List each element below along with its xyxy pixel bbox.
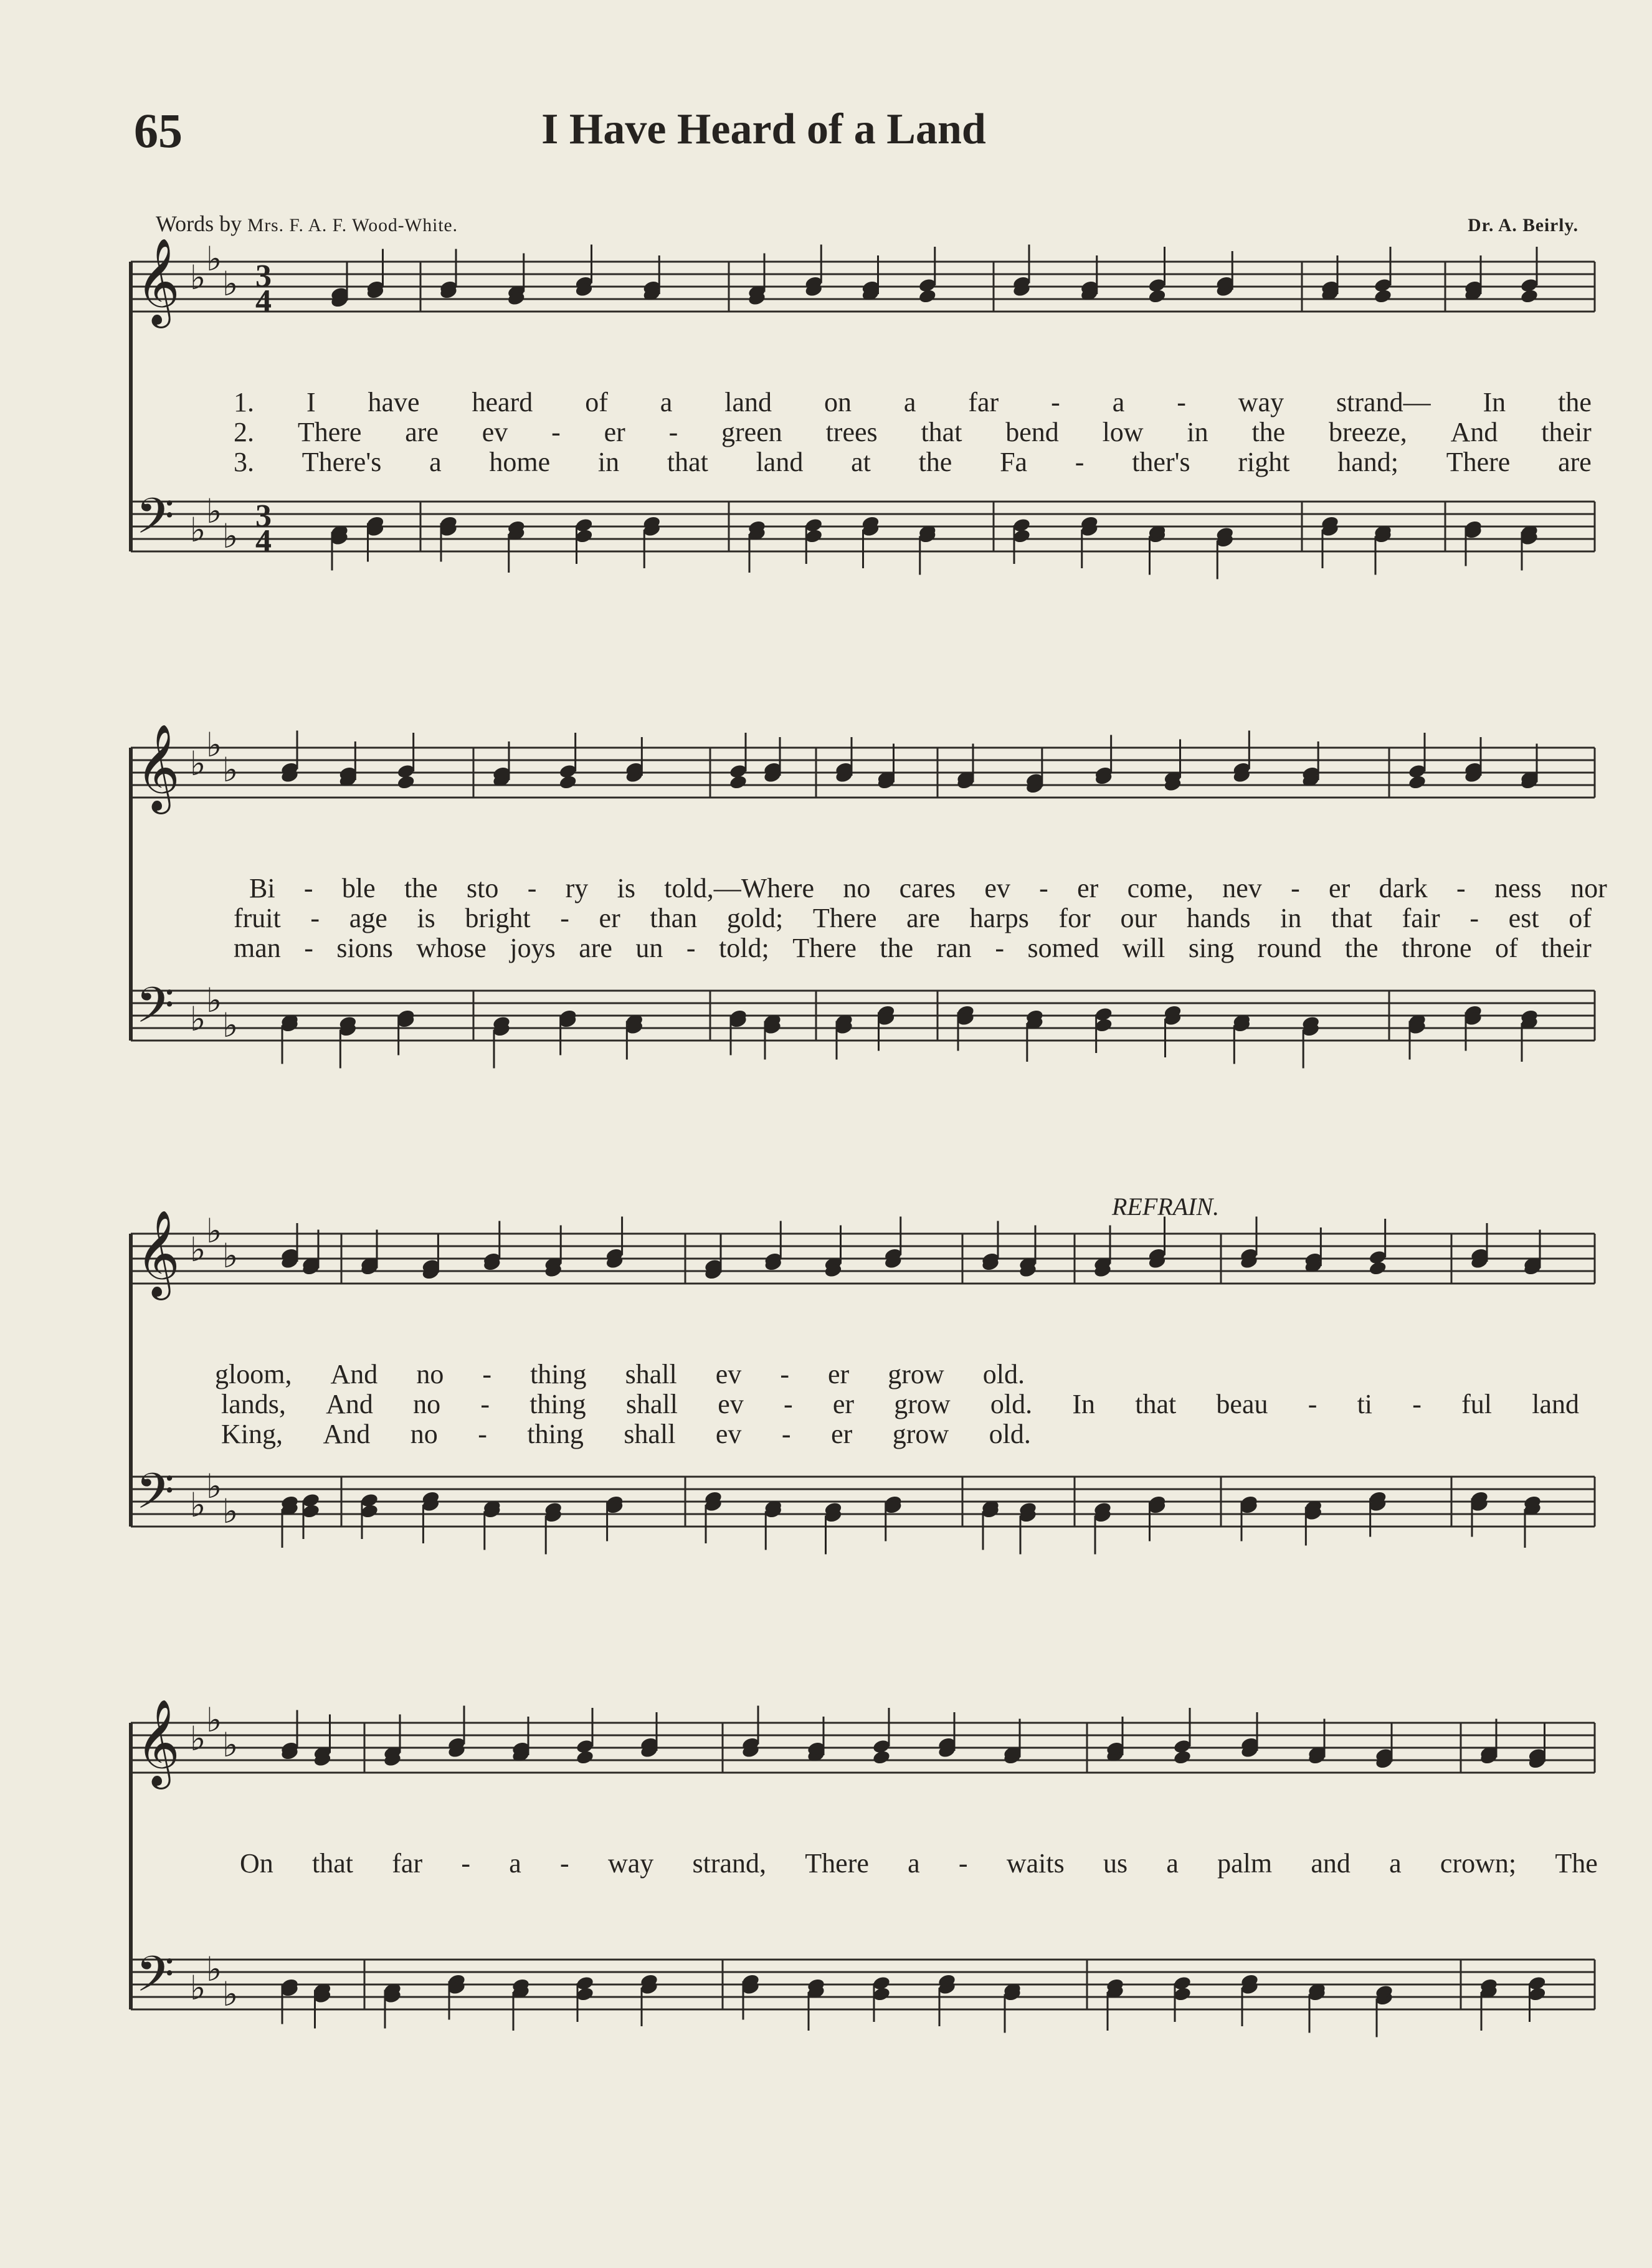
words-author: Mrs. F. A. F. Wood-White. [247, 216, 458, 236]
lyric-syllable: joys [510, 933, 556, 963]
note-head [1368, 1260, 1387, 1277]
time-signature-bottom: 4 [255, 284, 272, 319]
lyric-syllable: - [461, 1848, 471, 1879]
lyric-syllable: come, [1127, 873, 1194, 903]
treble-clef-icon: 𝄞 [136, 238, 180, 325]
lyric-syllable: strand— [1336, 387, 1431, 417]
lyric-syllable: grow [892, 1419, 949, 1449]
lyric-syllable: home [489, 447, 551, 477]
lyric-syllable: nor [1570, 873, 1607, 903]
flat-icon: ♭ [190, 1970, 206, 2007]
flat-icon: ♭ [206, 241, 222, 278]
lyric-syllable: far [968, 387, 999, 417]
lyric-syllable: right [1238, 447, 1290, 477]
lyric-syllable: - [668, 417, 678, 447]
lyric-syllable: - [1051, 387, 1060, 417]
lyric-syllable: land [756, 447, 804, 477]
refrain-label: REFRAIN. [1112, 1193, 1220, 1221]
flat-icon: ♭ [206, 1468, 222, 1505]
lyric-syllable: the [1558, 387, 1592, 417]
lyric-syllable: have [368, 387, 420, 417]
lyric-syllable: - [1291, 873, 1300, 903]
lyric-syllable: their [1541, 417, 1592, 447]
lyric-syllable: There [1446, 447, 1511, 477]
lyric-syllable: shall [624, 1419, 676, 1449]
lyric-syllable: the [918, 447, 952, 477]
lyric-line-s1-v2 [234, 416, 1592, 448]
lyric-syllable: throne [1402, 933, 1472, 963]
lyric-syllable: are [405, 417, 439, 447]
bass-clef-icon: 𝄢 [136, 976, 174, 1046]
lyric-syllable: - [1412, 1389, 1422, 1419]
flat-icon: ♭ [190, 259, 206, 297]
lyric-syllable: age [349, 903, 387, 933]
lyric-syllable: - [560, 1848, 569, 1879]
lyric-syllable: no [416, 1359, 444, 1389]
lyric-syllable: hands [1186, 903, 1251, 933]
lyric-syllable: - [560, 903, 569, 933]
lyric-syllable: ble [341, 873, 376, 903]
lyric-syllable: Bi [249, 873, 275, 903]
note-head [1408, 774, 1427, 791]
lyric-syllable: a [660, 387, 673, 417]
lyric-syllable: cares [899, 873, 956, 903]
lyric-syllable: of [585, 387, 608, 417]
lyric-syllable: strand, [692, 1848, 767, 1879]
lyric-syllable: er [1077, 873, 1099, 903]
lyric-syllable: - [958, 1848, 968, 1879]
lyric-syllable: on [824, 387, 852, 417]
note-head [872, 1750, 891, 1766]
lyric-syllable: are [906, 903, 940, 933]
lyric-syllable: In [1072, 1389, 1095, 1419]
music-author: Dr. A. Beirly. [1468, 216, 1578, 236]
lyric-syllable: no [843, 873, 871, 903]
lyric-syllable: a [1166, 1848, 1179, 1879]
lyric-syllable: - [304, 933, 313, 963]
lyric-syllable: thing [529, 1389, 586, 1419]
lyric-syllable: than [650, 903, 698, 933]
lyric-syllable: - [480, 1389, 490, 1419]
lyric-syllable: bright [465, 903, 531, 933]
lyric-syllable: at [851, 447, 871, 477]
lyric-syllable: palm [1217, 1848, 1273, 1879]
lyric-syllable: will [1122, 933, 1165, 963]
lyric-syllable: ev [718, 1389, 744, 1419]
lyric-syllable: ev [715, 1359, 742, 1389]
lyric-syllable: old. [989, 1419, 1031, 1449]
flat-icon: ♭ [222, 1727, 239, 1764]
lyric-syllable: - [482, 1359, 492, 1389]
lyric-syllable: - [1469, 903, 1479, 933]
lyric-syllable: er [831, 1419, 853, 1449]
flat-icon: ♭ [206, 727, 222, 764]
flat-icon: ♭ [190, 512, 206, 549]
lyric-syllable: of [1569, 903, 1592, 933]
lyric-syllable: is [417, 903, 435, 933]
lyric-syllable: that [667, 447, 708, 477]
lyric-syllable: green [721, 417, 782, 447]
flat-icon: ♭ [222, 1976, 239, 2013]
bass-staff [131, 1960, 1595, 2009]
lyric-syllable: shall [625, 1389, 678, 1419]
lyric-syllable: sions [336, 933, 393, 963]
lyric-syllable: in [1187, 417, 1208, 447]
flat-icon: ♭ [206, 493, 222, 530]
lyric-syllable: nev [1222, 873, 1262, 903]
lyric-syllable: and [1311, 1848, 1351, 1879]
lyric-syllable: heard [472, 387, 533, 417]
words-prefix: Words by [156, 211, 242, 236]
lyric-syllable: er [832, 1389, 855, 1419]
lyric-syllable: er [828, 1359, 850, 1389]
lyric-syllable: There [805, 1848, 869, 1879]
lyric-syllable: thing [527, 1419, 584, 1449]
lyric-syllable: our [1120, 903, 1157, 933]
flat-icon: ♭ [206, 1951, 222, 1988]
treble-staff [131, 1723, 1595, 1773]
hymn-title-text: I Have Heard of a Land [541, 105, 986, 153]
flat-icon: ♭ [190, 1487, 206, 1524]
lyric-syllable: told,—Where [664, 873, 814, 903]
flat-icon: ♭ [222, 518, 239, 555]
lyric-syllable: I [306, 387, 316, 417]
time-signature-bottom: 4 [255, 523, 272, 559]
lyric-syllable: low [1102, 417, 1144, 447]
note-head [1147, 288, 1167, 305]
lyric-syllable: that [1331, 903, 1372, 933]
lyric-line-s2-v1 [249, 872, 1607, 904]
note-head [1173, 1750, 1192, 1766]
lyric-syllable: sing [1188, 933, 1235, 963]
lyric-syllable: un [635, 933, 663, 963]
lyric-syllable: gloom, [215, 1359, 292, 1389]
lyric-syllable: told; [719, 933, 769, 963]
lyric-syllable: that [1135, 1389, 1177, 1419]
lyric-syllable: There [297, 417, 362, 447]
lyric-syllable: 3. [234, 447, 254, 477]
lyric-syllable: In [1483, 387, 1506, 417]
bass-clef-icon: 𝄢 [136, 1945, 174, 2015]
lyric-line-s2-v3 [234, 932, 1592, 964]
lyric-syllable: far [392, 1848, 423, 1879]
lyric-syllable: a [1112, 387, 1125, 417]
lyric-syllable: And [323, 1419, 371, 1449]
lyric-syllable: ev [984, 873, 1010, 903]
lyric-syllable: a [509, 1848, 521, 1879]
lyric-syllable: ev [482, 417, 508, 447]
lyric-line-s3-v1 [215, 1358, 1025, 1390]
lyric-syllable: - [780, 1359, 789, 1389]
lyric-syllable: ness [1494, 873, 1542, 903]
lyric-syllable: us [1103, 1848, 1128, 1879]
lyric-syllable: King, [221, 1419, 283, 1449]
lyric-syllable: beau [1216, 1389, 1268, 1419]
flat-icon: ♭ [222, 1237, 239, 1275]
lyric-syllable: ti [1357, 1389, 1373, 1419]
lyric-syllable: - [783, 1389, 793, 1419]
flat-icon: ♭ [206, 982, 222, 1019]
lyric-syllable: bend [1005, 417, 1059, 447]
lyric-syllable: ry [565, 873, 589, 903]
lyric-syllable: - [1308, 1389, 1317, 1419]
lyric-syllable: grow [888, 1359, 944, 1389]
lyric-syllable: est [1508, 903, 1539, 933]
flat-icon: ♭ [222, 265, 239, 303]
lyric-syllable: in [597, 447, 620, 477]
lyric-syllable: no [410, 1419, 438, 1449]
lyric-syllable: way [607, 1848, 654, 1879]
lyric-syllable: of [1495, 933, 1518, 963]
lyric-syllable: for [1058, 903, 1091, 933]
lyric-syllable: er [604, 417, 625, 447]
time-signature-top: 3 [255, 498, 272, 534]
flat-icon: ♭ [206, 1213, 222, 1250]
lyric-syllable: lands, [221, 1389, 286, 1419]
lyric-syllable: waits [1006, 1848, 1065, 1879]
lyric-syllable: ran [936, 933, 972, 963]
note-head [1520, 288, 1539, 305]
lyric-syllable: ful [1461, 1389, 1493, 1419]
bass-clef-icon: 𝄢 [136, 487, 174, 557]
lyric-syllable: 2. [234, 417, 254, 447]
lyric-syllable: land [1532, 1389, 1579, 1419]
note-head [918, 288, 937, 305]
lyric-syllable: old. [990, 1389, 1033, 1419]
lyric-line-s4-v1 [240, 1847, 1598, 1879]
lyric-syllable: in [1280, 903, 1302, 933]
lyric-syllable: fruit [234, 903, 281, 933]
lyric-syllable: shall [625, 1359, 677, 1389]
lyric-syllable: - [478, 1419, 487, 1449]
lyric-syllable: a [908, 1848, 920, 1879]
lyric-syllable: Fa [1000, 447, 1028, 477]
lyric-syllable: that [921, 417, 962, 447]
lyric-syllable: There's [301, 447, 382, 477]
lyric-syllable: harps [969, 903, 1029, 933]
lyric-syllable: crown; [1440, 1848, 1517, 1879]
lyric-syllable: - [310, 903, 320, 933]
treble-clef-icon: 𝄞 [136, 1210, 180, 1297]
bass-clef-icon: 𝄢 [136, 1462, 174, 1532]
lyric-line-s1-v3 [234, 446, 1592, 478]
lyric-syllable: is [617, 873, 635, 903]
lyric-syllable: a [1389, 1848, 1402, 1879]
lyric-syllable: There [812, 903, 877, 933]
lyric-syllable: no [413, 1389, 441, 1419]
treble-clef-icon: 𝄞 [136, 724, 180, 811]
lyric-line-s3-v3 [221, 1418, 1031, 1450]
lyric-syllable: - [303, 873, 313, 903]
lyric-syllable: - [1075, 447, 1085, 477]
lyric-syllable: gold; [726, 903, 784, 933]
lyric-syllable: - [995, 933, 1004, 963]
lyric-syllable: - [1177, 387, 1186, 417]
lyric-syllable: a [903, 387, 916, 417]
flat-icon: ♭ [206, 1702, 222, 1739]
lyric-syllable: fair [1402, 903, 1440, 933]
lyric-syllable: way [1238, 387, 1284, 417]
lyric-syllable: trees [825, 417, 878, 447]
lyric-syllable: that [312, 1848, 354, 1879]
lyric-syllable: the [1344, 933, 1379, 963]
lyric-syllable: man [234, 933, 281, 963]
flat-icon: ♭ [222, 1493, 239, 1530]
lyric-syllable: And [330, 1359, 378, 1389]
lyric-syllable: - [527, 873, 537, 903]
page-number: 65 [134, 103, 183, 158]
note-head [1374, 288, 1393, 305]
lyric-line-s2-v2 [234, 902, 1592, 934]
lyric-syllable: breeze, [1329, 417, 1407, 447]
flat-icon: ♭ [190, 1720, 206, 1758]
lyric-syllable: land [724, 387, 772, 417]
lyric-syllable: the [404, 873, 438, 903]
lyric-syllable: er [1329, 873, 1351, 903]
lyric-syllable: somed [1027, 933, 1099, 963]
lyric-syllable: the [1251, 417, 1286, 447]
lyric-syllable: er [599, 903, 620, 933]
lyric-syllable: And [1450, 417, 1498, 447]
lyric-syllable: - [1039, 873, 1048, 903]
lyric-syllable: On [240, 1848, 273, 1879]
lyric-syllable: ev [715, 1419, 742, 1449]
lyric-syllable: The [1555, 1848, 1598, 1879]
lyric-syllable: - [1456, 873, 1466, 903]
lyric-syllable: their [1541, 933, 1592, 963]
lyric-syllable: - [686, 933, 696, 963]
note-head [576, 1750, 595, 1766]
lyric-syllable: dark [1379, 873, 1428, 903]
lyric-syllable: There [792, 933, 857, 963]
lyric-syllable: 1. [234, 387, 254, 417]
lyric-syllable: And [326, 1389, 373, 1419]
note-head [729, 774, 748, 791]
lyric-syllable: - [781, 1419, 791, 1449]
lyric-syllable: sto [467, 873, 499, 903]
flat-icon: ♭ [190, 745, 206, 783]
flat-icon: ♭ [190, 1231, 206, 1269]
lyric-syllable: the [880, 933, 914, 963]
lyric-syllable: old. [982, 1359, 1025, 1389]
lyric-syllable: are [579, 933, 612, 963]
flat-icon: ♭ [222, 1007, 239, 1044]
time-signature-top: 3 [255, 259, 272, 294]
flat-icon: ♭ [222, 751, 239, 789]
lyric-syllable: a [429, 447, 442, 477]
treble-clef-icon: 𝄞 [136, 1699, 180, 1786]
lyric-syllable: hand; [1337, 447, 1398, 477]
flat-icon: ♭ [190, 1001, 206, 1038]
lyric-syllable: ther's [1132, 447, 1190, 477]
note-head [396, 774, 415, 791]
lyric-syllable: thing [530, 1359, 587, 1389]
lyric-syllable: are [1558, 447, 1592, 477]
lyric-line-s3-v2 [221, 1388, 1579, 1420]
lyric-syllable: round [1257, 933, 1322, 963]
lyric-line-s1-v1 [234, 386, 1592, 418]
lyric-syllable: whose [416, 933, 487, 963]
note-head [558, 774, 577, 791]
lyric-syllable: grow [894, 1389, 951, 1419]
lyric-syllable: - [551, 417, 561, 447]
